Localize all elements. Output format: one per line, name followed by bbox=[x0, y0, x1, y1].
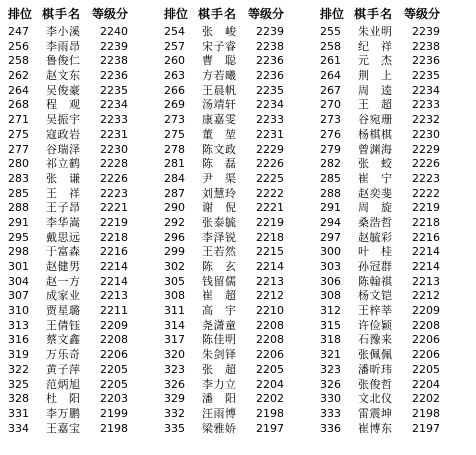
player-name-cell: 方若曦 bbox=[202, 69, 237, 83]
rating-cell: 2226 bbox=[100, 171, 128, 185]
rating-cell: 2211 bbox=[100, 304, 128, 318]
rank-cell: 322 bbox=[8, 362, 29, 376]
rating-cell: 2197 bbox=[256, 421, 284, 435]
rating-cell: 2238 bbox=[412, 39, 440, 53]
rating-cell: 2219 bbox=[256, 215, 284, 229]
rating-cell: 2198 bbox=[256, 406, 284, 420]
player-name-cell: 钱留儒 bbox=[202, 274, 237, 288]
rank-cell: 321 bbox=[320, 348, 341, 362]
rank-header: 排位 bbox=[164, 7, 189, 21]
rating-cell: 2239 bbox=[100, 39, 128, 53]
rank-cell: 268 bbox=[8, 98, 29, 112]
rating-cell: 2235 bbox=[256, 83, 284, 97]
rank-cell: 307 bbox=[8, 289, 29, 303]
rank-cell: 254 bbox=[164, 25, 185, 38]
player-name-cell: 陈 玄 bbox=[202, 260, 237, 273]
rating-cell: 2212 bbox=[412, 289, 440, 303]
rating-cell: 2234 bbox=[412, 83, 440, 97]
player-name-cell: 崔 宁 bbox=[358, 171, 393, 185]
rating-cell: 2229 bbox=[412, 142, 440, 156]
player-name-cell: 赵奕斐 bbox=[358, 186, 393, 200]
player-name-cell: 谢 倪 bbox=[202, 201, 237, 215]
player-name-cell: 孙冠群 bbox=[358, 260, 393, 273]
rating-cell: 2208 bbox=[412, 318, 440, 332]
player-name-cell: 陈佳明 bbox=[202, 333, 237, 347]
player-name-cell: 杜 阳 bbox=[46, 392, 81, 406]
rating-cell: 2206 bbox=[100, 348, 128, 362]
rating-cell: 2212 bbox=[256, 289, 284, 303]
rank-cell: 264 bbox=[8, 83, 29, 97]
rating-cell: 2205 bbox=[100, 362, 128, 376]
player-name-cell: 潘昕玮 bbox=[358, 362, 393, 376]
player-name-cell: 万乐奇 bbox=[46, 348, 81, 362]
rating-cell: 2215 bbox=[256, 245, 284, 259]
rank-cell: 260 bbox=[164, 54, 185, 68]
player-name-cell: 赵文东 bbox=[46, 69, 81, 83]
rating-cell: 2219 bbox=[412, 201, 440, 215]
rating-cell: 2235 bbox=[412, 69, 440, 83]
rank-cell: 295 bbox=[8, 230, 29, 244]
player-name-cell: 谷瑞泽 bbox=[46, 142, 81, 156]
player-name-cell: 荆 上 bbox=[358, 69, 393, 83]
rating-cell: 2232 bbox=[412, 113, 440, 127]
player-name-cell: 朱剑铎 bbox=[202, 348, 237, 362]
player-name-cell: 崔博东 bbox=[358, 421, 393, 435]
rank-cell: 319 bbox=[8, 348, 29, 362]
rank-cell: 288 bbox=[8, 201, 29, 215]
rating-cell: 2229 bbox=[256, 142, 284, 156]
player-name-cell: 吴俊豪 bbox=[46, 83, 81, 97]
player-name-cell: 叶 桂 bbox=[358, 245, 393, 259]
rank-cell: 276 bbox=[320, 127, 341, 141]
rating-cell: 2233 bbox=[412, 98, 440, 112]
rank-cell: 288 bbox=[320, 186, 341, 200]
player-name-cell: 尹 渠 bbox=[202, 171, 237, 185]
rank-cell: 329 bbox=[164, 392, 185, 406]
rating-cell: 2233 bbox=[100, 113, 128, 127]
player-name-cell: 朱业明 bbox=[358, 25, 393, 38]
rank-cell: 300 bbox=[320, 245, 341, 259]
rank-cell: 257 bbox=[164, 39, 185, 53]
rating-cell: 2240 bbox=[100, 25, 128, 38]
rating-cell: 2214 bbox=[412, 260, 440, 273]
rating-cell: 2230 bbox=[412, 127, 440, 141]
rank-cell: 332 bbox=[164, 406, 185, 420]
rating-cell: 2230 bbox=[100, 142, 128, 156]
rank-cell: 311 bbox=[164, 304, 185, 318]
rank-header: 排位 bbox=[320, 7, 345, 21]
score-header: 等级分 bbox=[404, 7, 441, 21]
rating-cell: 2235 bbox=[100, 83, 128, 97]
rank-cell: 267 bbox=[320, 83, 341, 97]
rating-cell: 2208 bbox=[256, 318, 284, 332]
player-name-cell: 杨文铠 bbox=[358, 289, 393, 303]
player-name-cell: 祁立鹤 bbox=[46, 157, 81, 171]
rating-cell: 2234 bbox=[100, 98, 128, 112]
rating-cell: 2236 bbox=[412, 54, 440, 68]
rating-cell: 2233 bbox=[256, 113, 284, 127]
player-name-cell: 石豫来 bbox=[358, 333, 393, 347]
rating-cell: 2208 bbox=[256, 333, 284, 347]
rank-cell: 303 bbox=[320, 260, 341, 273]
rating-cell: 2228 bbox=[100, 157, 128, 171]
rank-cell: 287 bbox=[164, 186, 185, 200]
rank-cell: 279 bbox=[320, 142, 341, 156]
rating-cell: 2205 bbox=[100, 377, 128, 391]
rank-cell: 281 bbox=[164, 157, 185, 171]
name-header: 棋手名 bbox=[42, 7, 82, 21]
rating-cell: 2238 bbox=[256, 39, 284, 53]
player-name-cell: 李华嵩 bbox=[46, 215, 81, 229]
player-name-cell: 王倩钰 bbox=[46, 318, 81, 332]
player-name-cell: 张 谦 bbox=[46, 171, 81, 185]
player-name-cell: 周 逵 bbox=[358, 83, 393, 97]
score-header: 等级分 bbox=[248, 7, 285, 21]
rating-cell: 2206 bbox=[256, 348, 284, 362]
player-name-cell: 许俭颖 bbox=[358, 318, 393, 332]
player-name-cell: 赵毓彩 bbox=[358, 230, 393, 244]
rank-cell: 282 bbox=[320, 157, 341, 171]
rating-cell: 2236 bbox=[256, 54, 284, 68]
rank-cell: 313 bbox=[8, 318, 29, 332]
player-name-cell: 程 观 bbox=[46, 98, 81, 112]
rank-cell: 330 bbox=[320, 392, 341, 406]
player-name-cell: 尧潇童 bbox=[202, 318, 237, 332]
rating-cell: 2204 bbox=[412, 377, 440, 391]
player-name-cell: 王 超 bbox=[358, 98, 393, 112]
rank-cell: 305 bbox=[164, 274, 185, 288]
rank-cell: 323 bbox=[164, 362, 185, 376]
rank-cell: 297 bbox=[320, 230, 341, 244]
rating-cell: 2213 bbox=[100, 289, 128, 303]
player-name-cell: 张 超 bbox=[202, 362, 237, 376]
player-name-cell: 杨棋棋 bbox=[358, 127, 393, 141]
player-name-cell: 范炳旭 bbox=[46, 377, 81, 391]
rank-cell: 312 bbox=[320, 304, 341, 318]
rating-cell: 2199 bbox=[100, 406, 128, 420]
player-name-cell: 元 杰 bbox=[358, 54, 393, 68]
player-name-cell: 宋子睿 bbox=[202, 39, 237, 53]
rank-cell: 296 bbox=[164, 230, 185, 244]
rank-cell: 285 bbox=[8, 186, 29, 200]
player-name-cell: 王 祥 bbox=[46, 186, 81, 200]
rating-cell: 2218 bbox=[100, 230, 128, 244]
rating-cell: 2221 bbox=[100, 201, 128, 215]
rank-cell: 336 bbox=[320, 421, 341, 435]
rank-cell: 316 bbox=[8, 333, 29, 347]
rank-cell: 266 bbox=[164, 83, 185, 97]
rating-cell: 2231 bbox=[100, 127, 128, 141]
rating-cell: 2216 bbox=[412, 230, 440, 244]
rating-cell: 2204 bbox=[256, 377, 284, 391]
rating-cell: 2198 bbox=[100, 421, 128, 435]
rating-cell: 2213 bbox=[256, 274, 284, 288]
rating-cell: 2218 bbox=[412, 215, 440, 229]
rank-cell: 310 bbox=[8, 304, 29, 318]
rating-cell: 2210 bbox=[256, 304, 284, 318]
player-name-cell: 王梓莘 bbox=[358, 304, 393, 318]
player-name-cell: 吴振宇 bbox=[46, 113, 81, 127]
rank-cell: 264 bbox=[320, 69, 341, 83]
player-name-cell: 桑浩哲 bbox=[358, 215, 393, 229]
player-name-cell: 李万鹏 bbox=[46, 406, 81, 420]
rank-cell: 302 bbox=[164, 260, 185, 273]
rating-cell: 2214 bbox=[100, 274, 128, 288]
player-name-cell: 黄子萍 bbox=[46, 362, 81, 376]
player-name-cell: 李力立 bbox=[202, 377, 237, 391]
rating-cell: 2238 bbox=[100, 54, 128, 68]
player-name-cell: 张 峻 bbox=[202, 25, 237, 38]
rating-cell: 2236 bbox=[100, 69, 128, 83]
rank-cell: 328 bbox=[8, 392, 29, 406]
rating-cell: 2239 bbox=[256, 25, 284, 38]
player-name-cell: 赵健男 bbox=[46, 260, 81, 273]
rating-cell: 2226 bbox=[256, 157, 284, 171]
rating-cell: 2203 bbox=[100, 392, 128, 406]
rank-cell: 326 bbox=[164, 377, 185, 391]
player-name-cell: 于富森 bbox=[46, 245, 81, 259]
rank-cell: 331 bbox=[8, 406, 29, 420]
rank-cell: 283 bbox=[8, 171, 29, 185]
rating-cell: 2221 bbox=[256, 201, 284, 215]
player-name-cell: 成家业 bbox=[46, 289, 81, 303]
player-name-cell: 张泰毓 bbox=[202, 215, 237, 229]
rating-cell: 2226 bbox=[412, 157, 440, 171]
rating-cell: 2197 bbox=[412, 421, 440, 435]
rating-cell: 2214 bbox=[256, 260, 284, 273]
rating-cell: 2209 bbox=[100, 318, 128, 332]
rank-cell: 285 bbox=[320, 171, 341, 185]
rank-cell: 261 bbox=[320, 54, 341, 68]
player-name-cell: 鲁俊仁 bbox=[46, 54, 81, 68]
rank-cell: 290 bbox=[164, 201, 185, 215]
player-name-cell: 李小溪 bbox=[46, 25, 81, 38]
rank-cell: 271 bbox=[8, 113, 29, 127]
rank-cell: 262 bbox=[8, 69, 29, 83]
rating-cell: 2209 bbox=[412, 304, 440, 318]
rank-cell: 335 bbox=[164, 421, 185, 435]
player-name-cell: 张 蛟 bbox=[358, 157, 393, 171]
player-name-cell: 谷宛珊 bbox=[358, 113, 393, 127]
rank-cell: 263 bbox=[164, 69, 185, 83]
rank-cell: 258 bbox=[320, 39, 341, 53]
rating-cell: 2214 bbox=[412, 245, 440, 259]
rating-cell: 2218 bbox=[256, 230, 284, 244]
player-name-cell: 康嘉雯 bbox=[202, 113, 237, 127]
player-name-cell: 崔 超 bbox=[202, 289, 237, 303]
rating-cell: 2202 bbox=[412, 392, 440, 406]
player-name-cell: 张佩佩 bbox=[358, 348, 393, 362]
rating-cell: 2208 bbox=[100, 333, 128, 347]
rank-header: 排位 bbox=[8, 7, 33, 21]
rank-cell: 258 bbox=[8, 54, 29, 68]
rank-cell: 304 bbox=[8, 274, 29, 288]
rating-cell: 2206 bbox=[412, 333, 440, 347]
player-name-cell: 潘 阳 bbox=[202, 392, 237, 406]
rank-cell: 320 bbox=[164, 348, 185, 362]
player-name-cell: 李雨昂 bbox=[46, 39, 81, 53]
rating-cell: 2231 bbox=[256, 127, 284, 141]
rank-cell: 318 bbox=[320, 333, 341, 347]
rating-cell: 2219 bbox=[100, 215, 128, 229]
name-header: 棋手名 bbox=[198, 7, 238, 21]
rating-cell: 2205 bbox=[256, 362, 284, 376]
player-name-cell: 李泽锐 bbox=[202, 230, 237, 244]
player-name-cell: 董 堃 bbox=[202, 127, 237, 141]
rating-cell: 2223 bbox=[412, 171, 440, 185]
player-name-cell: 高 宇 bbox=[202, 304, 237, 318]
rank-cell: 284 bbox=[164, 171, 185, 185]
rank-cell: 275 bbox=[164, 127, 185, 141]
rating-cell: 2216 bbox=[100, 245, 128, 259]
rating-cell: 2205 bbox=[412, 362, 440, 376]
player-name-cell: 王晨帆 bbox=[202, 83, 237, 97]
rank-cell: 255 bbox=[320, 25, 341, 38]
player-name-cell: 陈文政 bbox=[202, 142, 237, 156]
rating-cell: 2225 bbox=[256, 171, 284, 185]
player-name-cell: 赵一方 bbox=[46, 274, 81, 288]
rank-cell: 315 bbox=[320, 318, 341, 332]
player-name-cell: 周 旋 bbox=[358, 201, 393, 215]
player-name-cell: 蔡文鑫 bbox=[46, 333, 81, 347]
rating-cell: 2213 bbox=[412, 274, 440, 288]
rank-cell: 292 bbox=[164, 215, 185, 229]
rank-cell: 325 bbox=[8, 377, 29, 391]
rank-cell: 273 bbox=[320, 113, 341, 127]
player-name-cell: 文北仪 bbox=[358, 392, 393, 406]
rank-cell: 269 bbox=[164, 98, 185, 112]
rating-cell: 2214 bbox=[100, 260, 128, 273]
player-name-cell: 雷震坤 bbox=[358, 406, 393, 420]
rank-cell: 275 bbox=[8, 127, 29, 141]
rank-cell: 277 bbox=[8, 142, 29, 156]
rank-cell: 308 bbox=[320, 289, 341, 303]
rank-cell: 298 bbox=[8, 245, 29, 259]
rank-cell: 308 bbox=[164, 289, 185, 303]
rank-cell: 334 bbox=[8, 421, 29, 435]
player-name-cell: 汤靖轩 bbox=[202, 98, 237, 112]
rank-cell: 247 bbox=[8, 25, 29, 38]
rank-cell: 273 bbox=[164, 113, 185, 127]
player-name-cell: 陈翰祺 bbox=[358, 274, 393, 288]
player-name-cell: 刘慧玲 bbox=[202, 186, 237, 200]
score-header: 等级分 bbox=[92, 7, 129, 21]
player-name-cell: 贾星璐 bbox=[46, 304, 81, 318]
player-name-cell: 王嘉宝 bbox=[46, 421, 81, 435]
rank-cell: 299 bbox=[164, 245, 185, 259]
player-name-cell: 王若然 bbox=[202, 245, 237, 259]
rank-cell: 294 bbox=[320, 215, 341, 229]
rating-cell: 2222 bbox=[412, 186, 440, 200]
rank-cell: 256 bbox=[8, 39, 29, 53]
rank-cell: 278 bbox=[164, 142, 185, 156]
rank-cell: 333 bbox=[320, 406, 341, 420]
rating-cell: 2206 bbox=[412, 348, 440, 362]
rating-cell: 2234 bbox=[256, 98, 284, 112]
rating-cell: 2222 bbox=[256, 186, 284, 200]
player-name-cell: 曹 聪 bbox=[202, 54, 237, 68]
player-name-cell: 戴思远 bbox=[46, 230, 81, 244]
player-name-cell: 汪雨博 bbox=[202, 406, 237, 420]
player-name-cell: 梁雅娇 bbox=[202, 421, 237, 435]
rank-cell: 280 bbox=[8, 157, 29, 171]
player-name-cell: 纪 祥 bbox=[358, 39, 393, 53]
rating-cell: 2236 bbox=[256, 69, 284, 83]
rating-cell: 2198 bbox=[412, 406, 440, 420]
player-name-cell: 王子昂 bbox=[46, 201, 81, 215]
rank-cell: 301 bbox=[8, 260, 29, 273]
rank-cell: 326 bbox=[320, 377, 341, 391]
name-header: 棋手名 bbox=[354, 7, 394, 21]
rank-cell: 323 bbox=[320, 362, 341, 376]
rating-cell: 2202 bbox=[256, 392, 284, 406]
rank-cell: 306 bbox=[320, 274, 341, 288]
rank-cell: 314 bbox=[164, 318, 185, 332]
rating-cell: 2223 bbox=[100, 186, 128, 200]
player-name-cell: 陈 磊 bbox=[202, 157, 237, 171]
player-name-cell: 张俊哲 bbox=[358, 377, 393, 391]
player-name-cell: 寇政岩 bbox=[46, 127, 81, 141]
player-name-cell: 曾渊海 bbox=[358, 142, 393, 156]
rank-cell: 270 bbox=[320, 98, 341, 112]
rank-cell: 291 bbox=[8, 215, 29, 229]
rating-cell: 2239 bbox=[412, 25, 440, 38]
rank-cell: 291 bbox=[320, 201, 341, 215]
rank-cell: 317 bbox=[164, 333, 185, 347]
